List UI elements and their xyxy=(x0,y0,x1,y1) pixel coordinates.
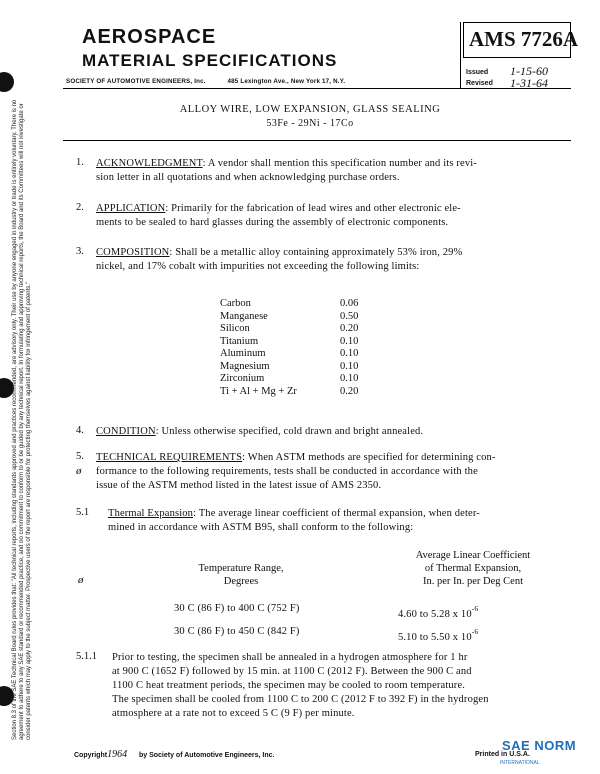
header-society xyxy=(66,78,345,85)
section-5-1: Thermal Expansion: The average linear coefficient of thermal expansion, when deter- mined in accordance with ASTM B95, shall conform to the following: xyxy=(108,508,480,533)
spec-number: AMS 7726A xyxy=(469,27,579,51)
table-row: Silicon 0.20 xyxy=(220,323,359,334)
issued-date: 1-15-60 xyxy=(510,64,548,78)
revised-date: 1-31-64 xyxy=(510,76,548,90)
sae-norm-logo-sub: INTERNATIONAL xyxy=(500,760,540,766)
society-address: 485 Lexington Ave., New York 17, N.Y. xyxy=(227,78,346,85)
table-row: 5.10 to 5.50 x $10^{-6}$ xyxy=(398,627,479,643)
section-3-number: 3. xyxy=(76,246,84,257)
table-row: Magnesium 0.10 xyxy=(220,360,359,372)
sae-norm-logo: SAE NORM xyxy=(502,738,577,753)
expansion-col2-header: Average Linear Coefficient of Thermal Expansion, In. per In. per Deg Cent xyxy=(415,550,531,587)
footer-copyright: Copyright1964 by Society of Automotive Engineers, Inc. xyxy=(74,749,275,760)
revised-label: Revised xyxy=(466,80,493,87)
table-row: 4.60 to 5.28 x $10^{-6}$ xyxy=(398,604,479,620)
society-name: SOCIETY OF AUTOMOTIVE ENGINEERS, Inc. xyxy=(66,78,206,85)
table-row: Ti + Al + Mg + Zr 0.20 xyxy=(220,385,359,397)
section-5-1-1: Prior to testing, the specimen shall be annealed in a hydrogen atmosphere for 1 hr at 900 C (1652 F) followed by 15 min. at 1100 C (2012 F). Between the 900 C and 1100 C heat treatment periods, the specimen may be cooled to room temperature. The specimen shall be cooled from 1100 C to 200 C (2012 F to 392 F) in the hydrogen atmosphere at a rate not to exceed 5 C (9 F) per minute. xyxy=(112,652,489,719)
expansion-col1-header: Temperature Range, Degrees xyxy=(198,563,284,587)
composition-table xyxy=(220,298,400,398)
section-5-1-heading: Thermal Expansion xyxy=(108,508,194,519)
issued-label: Issued xyxy=(466,69,489,76)
table-revision-mark: ø xyxy=(78,574,84,586)
section-5: TECHNICAL REQUIREMENTS: When ASTM methods are specified for determining con- formance to the following requirements, tests shall be conducted in accordance with the issue of the ASTM method listed in the latest issue of AMS 2350. xyxy=(96,452,496,491)
table-row: Carbon 0.06 xyxy=(220,298,359,309)
title-rule xyxy=(63,140,571,141)
section-2-number: 2. xyxy=(76,202,84,213)
section-5-number: 5. xyxy=(76,451,84,462)
section-4: CONDITION: Unless otherwise specified, cold drawn and bright annealed. xyxy=(96,426,424,437)
document-title: ALLOY WIRE, LOW EXPANSION, GLASS SEALING xyxy=(179,104,441,115)
header-title-line2: MATERIAL SPECIFICATIONS xyxy=(82,51,338,70)
section-1: ACKNOWLEDGMENT: A vendor shall mention this specification number and its revi- sion letter in all quotations and when acknowledging purchase orders. xyxy=(96,158,477,183)
table-row: Zirconium 0.10 xyxy=(220,373,359,384)
header-title-line1: AEROSPACE xyxy=(82,26,217,48)
section-2: APPLICATION: Primarily for the fabrication of lead wires and other electronic ele- ments to be sealed to hard glasses during the assembly of electronic components. xyxy=(96,203,461,228)
table-row: Aluminum 0.10 xyxy=(220,348,359,359)
section-3-heading: COMPOSITION xyxy=(96,247,170,258)
section-5-1-1-number: 5.1.1 xyxy=(76,651,97,662)
table-row: 30 C (86 F) to 400 C (752 F) xyxy=(174,603,300,614)
alloy-designation: 53Fe - 29Ni - 17Co xyxy=(266,118,354,129)
section-5-heading: TECHNICAL REQUIREMENTS xyxy=(96,452,243,463)
margin-disclaimer: Section 8.3 of the SAE Technical Board rules provides that: "All technical reports, including standards approved and practices recommended, are advisory only. Their use by anyone engaged in industry or trade is entirely voluntary. There is no agreement to adhere to any SAE standard or recommended practice, and no commitment to conform to or be guided by any technical report. In formulating and approving technical reports, the Board and its Committees will not investigate or consider patents which may apply to the subject matter. Prospective users of the report are responsible for protecting themselves against liability for infringement of patents." xyxy=(12,99,32,740)
section-1-number: 1. xyxy=(76,157,84,168)
header-rule xyxy=(63,88,571,89)
section-3: COMPOSITION: Shall be a metallic alloy containing approximately 53% iron, 29% nickel, and 17% cobalt with impurities not exceeding the following limits: xyxy=(96,247,463,272)
table-row: 30 C (86 F) to 450 C (842 F) xyxy=(174,626,300,637)
section-4-heading: CONDITION xyxy=(96,426,156,437)
section-5-1-number: 5.1 xyxy=(76,507,90,518)
section-4-number: 4. xyxy=(76,425,84,436)
section-2-heading: APPLICATION xyxy=(96,203,166,214)
revision-mark: ø xyxy=(76,465,82,477)
table-row: Manganese 0.50 xyxy=(220,310,359,322)
table-row: Titanium 0.10 xyxy=(220,335,359,347)
section-1-heading: ACKNOWLEDGMENT xyxy=(96,158,203,169)
footer-printed: Printed in U.S.A. xyxy=(475,751,530,758)
